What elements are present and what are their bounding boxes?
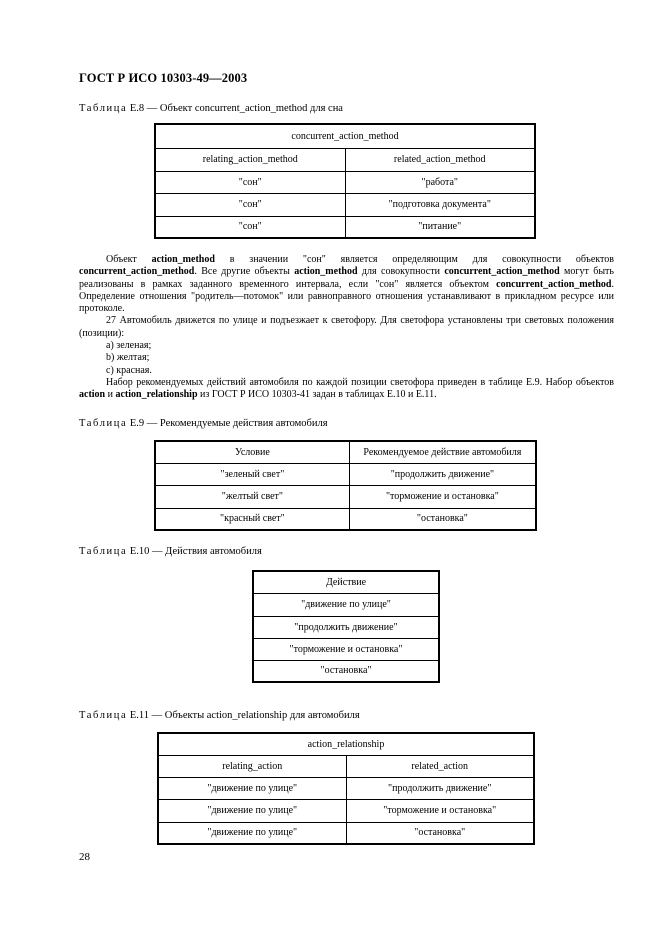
- table-e9: [154, 440, 537, 531]
- table-cell: "торможение и остановка": [253, 638, 439, 660]
- table-row: [253, 616, 439, 638]
- table-row: [155, 508, 536, 530]
- table-e8-caption: [79, 103, 343, 114]
- caption-text: Е.8 — Объект concurrent_action_method для сна: [127, 103, 343, 114]
- paragraph: [79, 377, 614, 402]
- table-cell: "питание": [345, 216, 535, 238]
- bold-term: action_method: [294, 266, 358, 278]
- table-cell: "торможение и остановка": [346, 799, 534, 822]
- list-item: с) красная.: [106, 364, 152, 376]
- table-row: [158, 799, 534, 822]
- table-cell: "продолжить движение": [346, 777, 534, 799]
- caption-label: Таблица: [79, 103, 128, 114]
- table-e10-caption: [79, 546, 262, 557]
- table-row: [253, 593, 439, 616]
- table-e11-caption: [79, 710, 360, 721]
- text-run: . Определение отношения "родитель—потомок" или равноправного отношения устанавливают в прикладном ресурсе или протоколе.: [79, 278, 614, 315]
- table-e11: [157, 732, 535, 845]
- table-cell: "остановка": [346, 822, 534, 844]
- table-cell: "желтый свет": [155, 485, 349, 508]
- table-cell: "сон": [155, 171, 345, 193]
- list-item: b) желтая;: [106, 352, 150, 364]
- table-cell: "остановка": [349, 508, 536, 530]
- table-e9-caption: [79, 418, 328, 429]
- column-header: Рекомендуемое действие автомобиля: [349, 441, 536, 463]
- text-run: из ГОСТ Р ИСО 10303-41 задан в таблицах Е.10 и Е.11.: [197, 389, 437, 401]
- column-header: relating_action: [158, 755, 346, 777]
- bold-term: action_relationship: [115, 389, 198, 401]
- table-cell: "сон": [155, 193, 345, 216]
- table-cell: "остановка": [253, 660, 439, 682]
- table-cell: "работа": [345, 171, 535, 193]
- bold-term: action: [79, 389, 106, 401]
- table-cell: "подготовка документа": [345, 193, 535, 216]
- table-cell: "движение по улице": [158, 777, 346, 799]
- table-e8: [154, 123, 536, 239]
- text-run: Набор рекомендуемых действий автомобиля по каждой позиции светофора приведен в таблице Е.9. Набор объектов: [106, 376, 614, 388]
- caption-text: Е.9 — Рекомендуемые действия автомобиля: [127, 418, 328, 429]
- table-cell: "продолжить движение": [253, 616, 439, 638]
- caption-label: Таблица: [79, 418, 128, 429]
- table-e10: [252, 570, 440, 683]
- bold-term: concurrent_action_method: [79, 266, 195, 278]
- list-item: а) зеленая;: [106, 340, 152, 352]
- bold-term: concurrent_action_method: [444, 266, 560, 278]
- paragraph: [79, 254, 614, 315]
- table-cell: "продолжить движение": [349, 463, 536, 485]
- table-row: [155, 485, 536, 508]
- caption-label: Таблица: [79, 546, 128, 557]
- text-run: и: [105, 389, 116, 401]
- table-row: [158, 822, 534, 844]
- column-header: relating_action_method: [155, 148, 345, 171]
- table-cell: "торможение и остановка": [349, 485, 536, 508]
- table-row: [253, 660, 439, 682]
- column-header: Действие: [253, 571, 439, 593]
- table-cell: "движение по улице": [253, 593, 439, 616]
- table-title: action_relationship: [158, 733, 534, 755]
- text-run: в значении "сон" является определяющим для совокупности объектов: [214, 254, 614, 265]
- table-cell: "красный свет": [155, 508, 349, 530]
- text-run: могут быть реализованы в рамках заданного временного интервала, если "сон" является объектом: [79, 266, 614, 290]
- page-number: 28: [79, 851, 90, 863]
- bold-term: action_method: [151, 254, 215, 265]
- table-row: [155, 463, 536, 485]
- table-row: [253, 638, 439, 660]
- paragraph: 27 Автомобиль движется по улице и подъезжает к светофору. Для светофора установлены три световых положения (позиции):: [79, 315, 614, 339]
- caption-text: Е.10 — Действия автомобиля: [127, 546, 262, 557]
- table-title: concurrent_action_method: [155, 124, 535, 148]
- page-header: ГОСТ Р ИСО 10303-49—2003: [79, 71, 248, 85]
- table-row: [158, 777, 534, 799]
- text-run: Объект: [106, 254, 152, 265]
- column-header: Условие: [155, 441, 349, 463]
- table-row: [155, 171, 535, 193]
- table-cell: "движение по улице": [158, 822, 346, 844]
- text-run: . Все другие объекты: [194, 266, 295, 278]
- table-cell: "сон": [155, 216, 345, 238]
- table-cell: "зеленый свет": [155, 463, 349, 485]
- text-run: для совокупности: [357, 266, 445, 278]
- caption-text: Е.11 — Объекты action_relationship для автомобиля: [127, 710, 360, 721]
- table-row: [155, 216, 535, 238]
- bold-term: concurrent_action_method: [496, 278, 612, 290]
- table-cell: "движение по улице": [158, 799, 346, 822]
- table-row: [155, 193, 535, 216]
- caption-label: Таблица: [79, 710, 128, 721]
- body-text: [79, 254, 614, 402]
- column-header: related_action_method: [345, 148, 535, 171]
- column-header: related_action: [346, 755, 534, 777]
